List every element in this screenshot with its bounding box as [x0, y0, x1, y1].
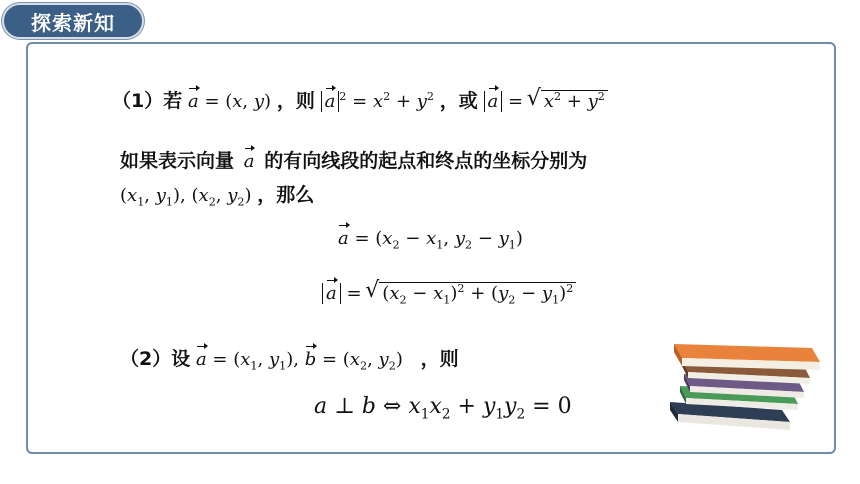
then-text: ，那么 [257, 184, 315, 206]
magnitude-formula: a = √ $(x_2 - x_1)^2 + (y_2 - y_1)^2$ [322, 282, 576, 307]
formula-line-2: （2）设 $a = (x_1$, $y_1$), $b = (x_2$, $y_2$) ，则 [120, 348, 459, 373]
vector-diff-formula: $a = (x_2 - x_1$, $y_2 - y_1$) [338, 228, 523, 252]
abs-a-2: a [484, 91, 503, 112]
part1-then: ，则 [276, 90, 315, 112]
points-line: ($x_1$, $y_1$), ($x_2$, $y_2$) ，那么 [120, 184, 315, 209]
abs-a: a [321, 91, 340, 112]
perpendicular-formula: a ⊥ b ⇔ $x_1x_2 + y_1y_2 = 0$ [314, 394, 572, 423]
desc-text-2: 的有向线段的起点和终点的坐标分别为 [264, 150, 588, 172]
sqrt-expr: √ $x^2 + y^2$ [529, 90, 608, 112]
part1-or: ，或 [439, 90, 478, 112]
section-tag [2, 3, 144, 39]
desc-text-1: 如果表示向量 [120, 150, 235, 172]
section-tag-label: 探索新知 [31, 10, 115, 35]
vec-a-1: a [187, 91, 199, 112]
description-line [120, 146, 587, 173]
part2-prefix: （2）设 [120, 348, 191, 370]
vec-a-desc: a [243, 151, 255, 172]
part1-prefix: （1）若 [112, 90, 183, 112]
part2-then: ，则 [420, 348, 459, 370]
books-illustration [664, 338, 824, 438]
formula-line-1: （1）若 a = (x, y) ，则 a $^2 = x^2 + y^2$ ，或 a = √ $x^2 + y^2$ [112, 86, 608, 113]
